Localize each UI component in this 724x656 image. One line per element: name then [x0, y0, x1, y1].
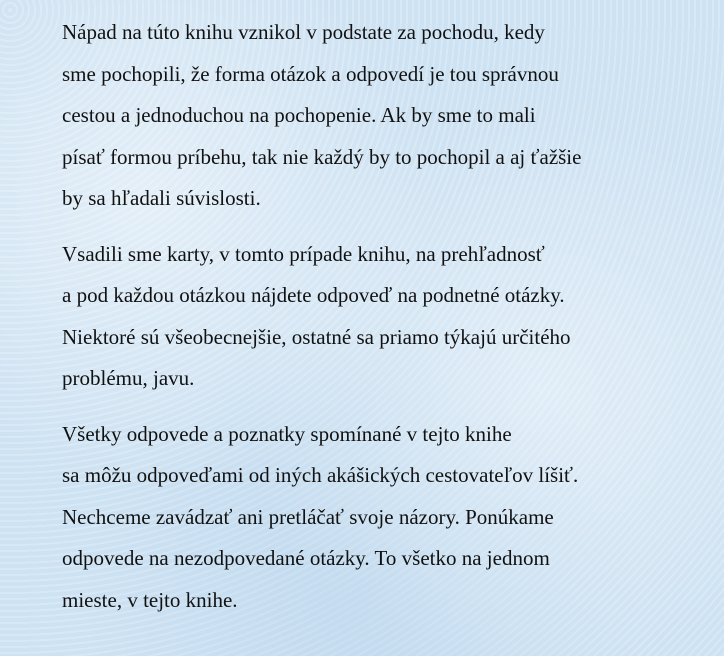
text-line: by sa hľadali súvislosti.	[62, 186, 261, 210]
text-line: Niektoré sú všeobecnejšie, ostatné sa priamo týkajú určitého	[62, 324, 571, 349]
text-line: a pod každou otázkou nájdete odpoveď na podnetné otázky.	[62, 283, 565, 307]
paragraph-2	[62, 234, 684, 400]
text-line: Všetky odpovede a poznatky spomínané v tejto knihe	[62, 421, 512, 446]
paragraph-3	[62, 414, 684, 622]
text-line: cestou a jednoduchou na pochopenie. Ak by sme to mali	[62, 103, 536, 127]
text-line: sa môžu odpoveďami od iných akášických cestovateľov líšiť.	[62, 463, 579, 487]
text-line: písať formou príbehu, tak nie každý by to pochopil a aj ťažšie	[62, 144, 582, 169]
paragraph-1	[62, 12, 684, 220]
text-line: mieste, v tejto knihe.	[62, 587, 238, 612]
text-line: odpovede na nezodpovedané otázky. To všetko na jednom	[62, 546, 550, 570]
text-line: Vsadili sme karty, v tomto prípade knihu, na prehľadnosť	[62, 241, 545, 266]
text-line: sme pochopili, že forma otázok a odpovedí je tou správnou	[62, 61, 559, 86]
text-line: Nápad na túto knihu vznikol v podstate za pochodu, kedy	[62, 20, 545, 44]
text-line: Nechceme zavádzať ani pretláčať svoje názory. Ponúkame	[62, 504, 554, 529]
text-line: problému, javu.	[62, 366, 195, 390]
